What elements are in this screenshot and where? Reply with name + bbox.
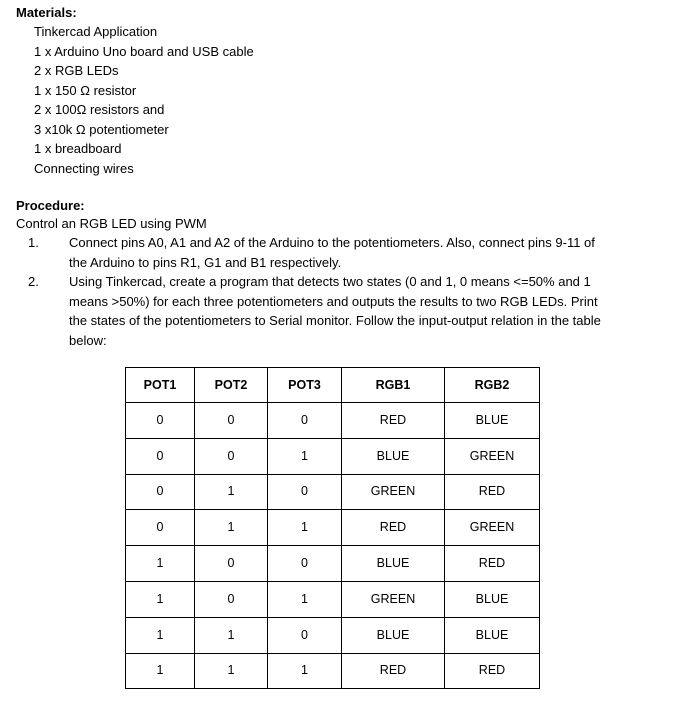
column-header: POT2 bbox=[195, 368, 268, 403]
table-cell: 1 bbox=[126, 617, 195, 653]
table-cell: RED bbox=[342, 653, 445, 689]
table-cell: 0 bbox=[268, 474, 342, 510]
step-number: 2. bbox=[28, 274, 39, 289]
table-cell: BLUE bbox=[342, 438, 445, 474]
table-cell: 0 bbox=[126, 510, 195, 546]
table-cell: 0 bbox=[268, 546, 342, 582]
table-cell: 0 bbox=[268, 617, 342, 653]
table-row bbox=[126, 510, 540, 546]
table-cell: RED bbox=[445, 653, 540, 689]
io-relation-table bbox=[125, 367, 540, 689]
materials-item: 1 x breadboard bbox=[34, 141, 122, 156]
materials-list bbox=[34, 22, 254, 178]
table-cell: RED bbox=[445, 474, 540, 510]
procedure-heading: Procedure: bbox=[16, 198, 85, 213]
table-cell: 0 bbox=[126, 403, 195, 439]
table-cell: BLUE bbox=[342, 617, 445, 653]
table-row bbox=[126, 581, 540, 617]
table-cell: GREEN bbox=[445, 510, 540, 546]
column-header: RGB2 bbox=[445, 368, 540, 403]
table-row bbox=[126, 617, 540, 653]
materials-item: 1 x 150 Ω resistor bbox=[34, 82, 137, 98]
table-cell: BLUE bbox=[445, 617, 540, 653]
procedure-intro: Control an RGB LED using PWM bbox=[16, 216, 207, 231]
table-cell: 0 bbox=[195, 581, 268, 617]
materials-heading: Materials: bbox=[16, 5, 77, 20]
table-cell: BLUE bbox=[445, 581, 540, 617]
materials-item: 2 x RGB LEDs bbox=[34, 63, 119, 78]
table-cell: 1 bbox=[268, 438, 342, 474]
table-cell: 1 bbox=[195, 474, 268, 510]
column-header: POT3 bbox=[268, 368, 342, 403]
table-cell: 0 bbox=[126, 438, 195, 474]
table-row bbox=[126, 546, 540, 582]
table-row bbox=[126, 403, 540, 439]
table-row bbox=[126, 653, 540, 689]
step-text: Connect pins A0, A1 and A2 of the Arduino to the potentiometers. Also, connect pins 9-11 of the Arduino to pins R1, G1 and B1 respectively. bbox=[69, 235, 595, 270]
table-cell: 1 bbox=[195, 510, 268, 546]
table-cell: 1 bbox=[195, 653, 268, 689]
table-cell: 1 bbox=[126, 653, 195, 689]
table-row bbox=[126, 438, 540, 474]
table-cell: 0 bbox=[195, 438, 268, 474]
table-header-row bbox=[126, 368, 540, 403]
table-cell: 0 bbox=[126, 474, 195, 510]
table-cell: GREEN bbox=[342, 474, 445, 510]
materials-item: Connecting wires bbox=[34, 160, 134, 176]
table-cell: 0 bbox=[195, 546, 268, 582]
table-cell: RED bbox=[342, 403, 445, 439]
table-cell: RED bbox=[342, 510, 445, 546]
materials-item: 2 x 100Ω resistors and bbox=[34, 102, 165, 117]
table-cell: 0 bbox=[268, 403, 342, 439]
table-cell: GREEN bbox=[342, 581, 445, 617]
table-cell: 0 bbox=[195, 403, 268, 439]
table-cell: 1 bbox=[268, 653, 342, 689]
table-cell: 1 bbox=[268, 510, 342, 546]
table-cell: 1 bbox=[126, 581, 195, 617]
column-header: POT1 bbox=[126, 368, 195, 403]
step-text: Using Tinkercad, create a program that detects two states (0 and 1, 0 means <=50% and 1 means >50%) for each three potentiometers and outputs the results to two RGB LEDs. Print the states of the potentiometers to Serial monitor. Follow the input-output relation in the table below: bbox=[69, 274, 601, 348]
table-cell: 1 bbox=[195, 617, 268, 653]
materials-item: 1 x Arduino Uno board and USB cable bbox=[34, 43, 254, 59]
table-cell: 1 bbox=[268, 581, 342, 617]
table-cell: GREEN bbox=[445, 438, 540, 474]
table-row bbox=[126, 474, 540, 510]
table-cell: RED bbox=[445, 546, 540, 582]
materials-item: Tinkercad Application bbox=[34, 24, 158, 39]
materials-item: 3 x10k Ω potentiometer bbox=[34, 121, 169, 137]
table-cell: BLUE bbox=[342, 546, 445, 582]
table-cell: 1 bbox=[126, 546, 195, 582]
column-header: RGB1 bbox=[342, 368, 445, 403]
step-number: 1. bbox=[28, 235, 39, 250]
table-cell: BLUE bbox=[445, 403, 540, 439]
